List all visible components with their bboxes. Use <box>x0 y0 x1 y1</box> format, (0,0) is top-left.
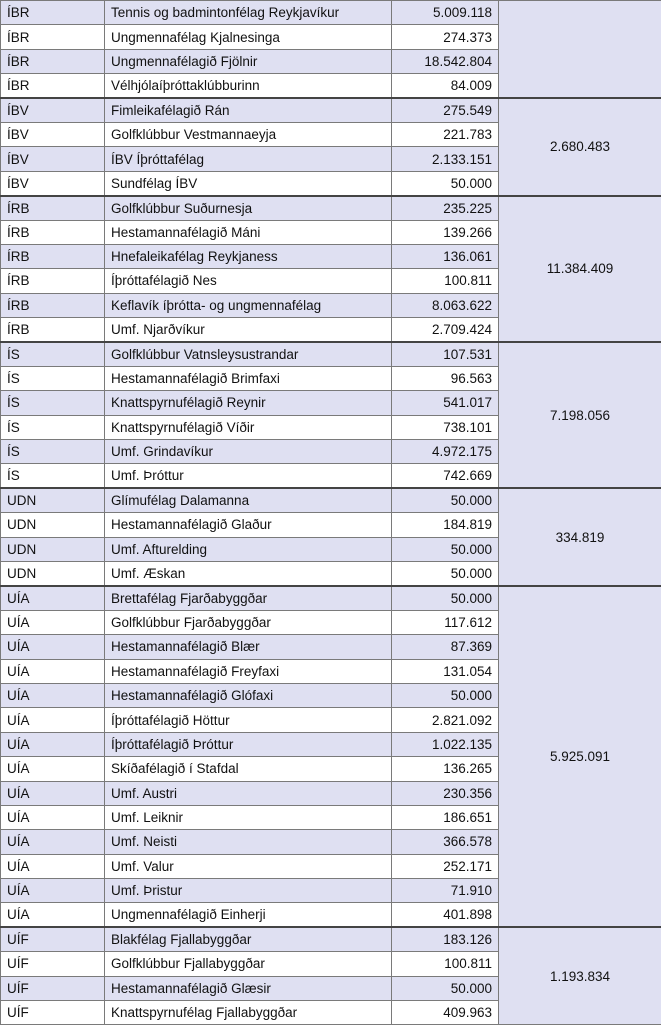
club-name-cell: Umf. Afturelding <box>105 537 392 561</box>
club-name-cell: Hestamannafélagið Freyfaxi <box>105 659 392 683</box>
amount-cell: 50.000 <box>392 586 499 610</box>
amount-cell: 100.811 <box>392 952 499 976</box>
club-name-cell: Hestamannafélagið Glófaxi <box>105 683 392 707</box>
club-name-cell: Umf. Valur <box>105 854 392 878</box>
amount-cell: 50.000 <box>392 976 499 1000</box>
club-name-cell: Golfklúbbur Vatnsleysustrandar <box>105 342 392 366</box>
federation-cell: UÍA <box>1 830 105 854</box>
federation-cell: ÍS <box>1 464 105 488</box>
amount-cell: 87.369 <box>392 635 499 659</box>
amount-cell: 131.054 <box>392 659 499 683</box>
amount-cell: 183.126 <box>392 927 499 951</box>
federation-cell: ÍRB <box>1 318 105 342</box>
federation-cell: UÍA <box>1 683 105 707</box>
amount-cell: 50.000 <box>392 537 499 561</box>
amount-cell: 50.000 <box>392 683 499 707</box>
table-row <box>1 488 661 512</box>
group-total-cell: 7.198.056 <box>499 342 661 488</box>
amount-cell: 139.266 <box>392 220 499 244</box>
table-row <box>1 196 661 220</box>
federation-cell: ÍRB <box>1 220 105 244</box>
club-name-cell: ÍBV Íþróttafélag <box>105 147 392 171</box>
club-name-cell: Umf. Þróttur <box>105 464 392 488</box>
amount-cell: 50.000 <box>392 488 499 512</box>
club-name-cell: Brettafélag Fjarðabyggðar <box>105 586 392 610</box>
amount-cell: 136.265 <box>392 757 499 781</box>
amount-cell: 107.531 <box>392 342 499 366</box>
federation-cell: ÍBR <box>1 25 105 49</box>
amount-cell: 100.811 <box>392 269 499 293</box>
federation-cell: UÍA <box>1 586 105 610</box>
club-name-cell: Ungmennafélagið Fjölnir <box>105 49 392 73</box>
club-name-cell: Umf. Grindavíkur <box>105 440 392 464</box>
club-name-cell: Knattspyrnufélagið Víðir <box>105 415 392 439</box>
amount-cell: 274.373 <box>392 25 499 49</box>
federation-cell: ÍBV <box>1 122 105 146</box>
club-name-cell: Hestamannafélagið Blær <box>105 635 392 659</box>
federation-cell: UÍA <box>1 659 105 683</box>
federation-cell: UDN <box>1 488 105 512</box>
amount-cell: 275.549 <box>392 98 499 122</box>
group-total-cell: 5.925.091 <box>499 586 661 927</box>
club-name-cell: Glímufélag Dalamanna <box>105 488 392 512</box>
federation-cell: ÍBR <box>1 49 105 73</box>
amount-cell: 738.101 <box>392 415 499 439</box>
federation-cell: ÍS <box>1 391 105 415</box>
club-name-cell: Íþróttafélagið Nes <box>105 269 392 293</box>
amount-cell: 2.709.424 <box>392 318 499 342</box>
amount-cell: 8.063.622 <box>392 293 499 317</box>
amount-cell: 230.356 <box>392 781 499 805</box>
federation-cell: ÍS <box>1 415 105 439</box>
amount-cell: 117.612 <box>392 610 499 634</box>
federation-cell: ÍRB <box>1 196 105 220</box>
amount-cell: 252.171 <box>392 854 499 878</box>
federation-cell: UÍA <box>1 610 105 634</box>
club-name-cell: Umf. Neisti <box>105 830 392 854</box>
club-name-cell: Hestamannafélagið Glaður <box>105 513 392 537</box>
federation-cell: UÍF <box>1 927 105 951</box>
club-name-cell: Umf. Æskan <box>105 561 392 585</box>
amount-cell: 5.009.118 <box>392 1 499 25</box>
group-total-cell: 11.384.409 <box>499 196 661 342</box>
amount-cell: 186.651 <box>392 805 499 829</box>
club-name-cell: Hnefaleikafélag Reykjaness <box>105 244 392 268</box>
club-name-cell: Íþróttafélagið Höttur <box>105 708 392 732</box>
amount-cell: 50.000 <box>392 171 499 195</box>
table-body <box>1 1 661 1025</box>
table-row <box>1 98 661 122</box>
club-name-cell: Knattspyrnufélagið Reynir <box>105 391 392 415</box>
federation-cell: UÍA <box>1 635 105 659</box>
amount-cell: 2.821.092 <box>392 708 499 732</box>
amount-cell: 366.578 <box>392 830 499 854</box>
amount-cell: 50.000 <box>392 561 499 585</box>
table-row <box>1 586 661 610</box>
club-name-cell: Ungmennafélag Kjalnesinga <box>105 25 392 49</box>
table-row <box>1 1 661 25</box>
federation-cell: ÍS <box>1 440 105 464</box>
amount-cell: 409.963 <box>392 1001 499 1025</box>
amount-cell: 2.133.151 <box>392 147 499 171</box>
club-name-cell: Umf. Njarðvíkur <box>105 318 392 342</box>
club-name-cell: Blakfélag Fjallabyggðar <box>105 927 392 951</box>
federation-cell: ÍS <box>1 366 105 390</box>
amount-cell: 84.009 <box>392 74 499 98</box>
club-name-cell: Vélhjólaíþróttaklúbburinn <box>105 74 392 98</box>
club-name-cell: Golfklúbbur Suðurnesja <box>105 196 392 220</box>
federation-cell: UÍA <box>1 757 105 781</box>
table-row <box>1 927 661 951</box>
federation-cell: ÍRB <box>1 269 105 293</box>
federation-cell: UÍA <box>1 854 105 878</box>
federation-cell: UÍA <box>1 732 105 756</box>
amount-cell: 96.563 <box>392 366 499 390</box>
club-name-cell: Skíðafélagið í Stafdal <box>105 757 392 781</box>
federation-cell: UÍA <box>1 781 105 805</box>
club-name-cell: Umf. Austri <box>105 781 392 805</box>
amount-cell: 4.972.175 <box>392 440 499 464</box>
club-name-cell: Sundfélag ÍBV <box>105 171 392 195</box>
federation-cell: ÍBV <box>1 98 105 122</box>
club-name-cell: Keflavík íþrótta- og ungmennafélag <box>105 293 392 317</box>
amount-cell: 18.542.804 <box>392 49 499 73</box>
group-total-cell: 2.680.483 <box>499 98 661 196</box>
group-total-cell: 1.193.834 <box>499 927 661 1025</box>
club-name-cell: Hestamannafélagið Glæsir <box>105 976 392 1000</box>
club-name-cell: Íþróttafélagið Þróttur <box>105 732 392 756</box>
amount-cell: 184.819 <box>392 513 499 537</box>
club-name-cell: Golfklúbbur Fjallabyggðar <box>105 952 392 976</box>
group-total-cell: 334.819 <box>499 488 661 586</box>
group-total-cell <box>499 1 661 99</box>
amount-cell: 235.225 <box>392 196 499 220</box>
federation-cell: UDN <box>1 561 105 585</box>
club-name-cell: Hestamannafélagið Brimfaxi <box>105 366 392 390</box>
federation-cell: UDN <box>1 537 105 561</box>
federation-cell: UDN <box>1 513 105 537</box>
federation-cell: ÍRB <box>1 244 105 268</box>
table-row <box>1 342 661 366</box>
club-name-cell: Umf. Leiknir <box>105 805 392 829</box>
federation-cell: UÍF <box>1 952 105 976</box>
federation-cell: ÍBV <box>1 171 105 195</box>
club-name-cell: Ungmennafélagið Einherji <box>105 903 392 927</box>
amount-cell: 71.910 <box>392 879 499 903</box>
amount-cell: 401.898 <box>392 903 499 927</box>
club-name-cell: Golfklúbbur Vestmannaeyja <box>105 122 392 146</box>
federation-cell: ÍBV <box>1 147 105 171</box>
club-name-cell: Umf. Þristur <box>105 879 392 903</box>
federation-cell: ÍBR <box>1 1 105 25</box>
club-name-cell: Knattspyrnufélag Fjallabyggðar <box>105 1001 392 1025</box>
federation-cell: UÍA <box>1 805 105 829</box>
amount-cell: 136.061 <box>392 244 499 268</box>
amount-cell: 541.017 <box>392 391 499 415</box>
amount-cell: 742.669 <box>392 464 499 488</box>
federation-cell: UÍF <box>1 1001 105 1025</box>
federation-cell: ÍRB <box>1 293 105 317</box>
amount-cell: 1.022.135 <box>392 732 499 756</box>
federation-cell: UÍF <box>1 976 105 1000</box>
federation-cell: ÍBR <box>1 74 105 98</box>
club-name-cell: Fimleikafélagið Rán <box>105 98 392 122</box>
club-name-cell: Tennis og badmintonfélag Reykjavíkur <box>105 1 392 25</box>
federation-cell: ÍS <box>1 342 105 366</box>
federation-cell: UÍA <box>1 708 105 732</box>
amount-cell: 221.783 <box>392 122 499 146</box>
club-name-cell: Golfklúbbur Fjarðabyggðar <box>105 610 392 634</box>
federation-cell: UÍA <box>1 903 105 927</box>
federation-cell: UÍA <box>1 879 105 903</box>
club-name-cell: Hestamannafélagið Máni <box>105 220 392 244</box>
